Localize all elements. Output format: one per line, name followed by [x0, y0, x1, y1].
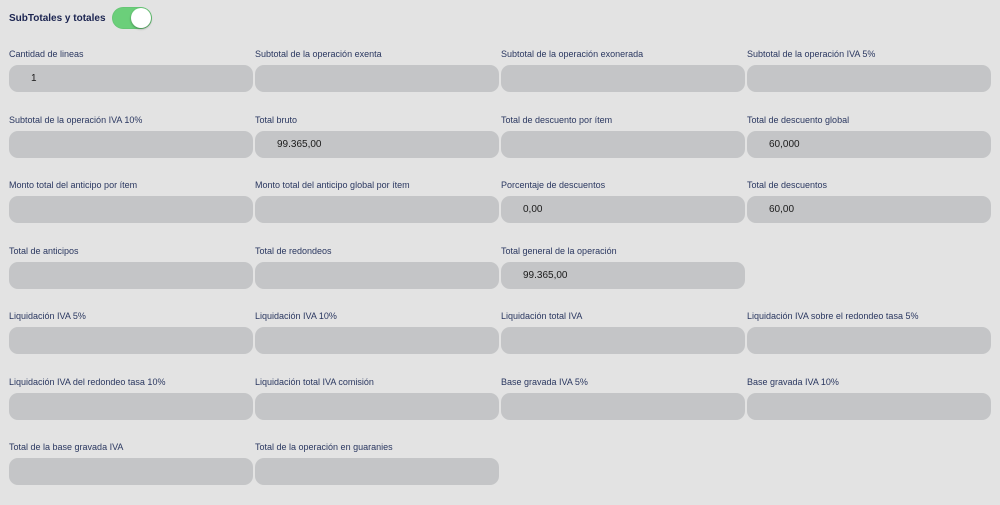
field-total-de-descuentos — [747, 177, 991, 243]
field-cantidad-de-lineas — [9, 46, 253, 112]
field-liquidacion-iva-10pct — [255, 308, 499, 374]
field-label: Total de descuentos — [747, 180, 828, 190]
field-label: Monto total del anticipo global por ítem — [255, 180, 410, 190]
field-total-de-descuento-por-item — [501, 112, 745, 178]
field-label: Cantidad de lineas — [9, 49, 84, 59]
liquidacion-total-iva-comision-input[interactable] — [255, 393, 499, 420]
subtotal-de-la-operacion-iva-10pct-input[interactable] — [9, 131, 253, 158]
liquidacion-iva-sobre-el-redondeo-tasa-5pct-input[interactable] — [747, 327, 991, 354]
field-monto-total-del-anticipo-por-item — [9, 177, 253, 243]
field-label: Total de la base gravada IVA — [9, 442, 124, 452]
field-label: Liquidación IVA del redondeo tasa 10% — [9, 376, 166, 387]
total-bruto-input[interactable]: 99.365,00 — [255, 131, 499, 158]
field-label: Total de la operación en guaranies — [255, 442, 393, 452]
field-total-bruto — [255, 112, 499, 178]
subtotals-toggle-switch[interactable] — [112, 7, 152, 29]
field-total-de-anticipos — [9, 243, 253, 309]
totals-form-grid — [9, 46, 991, 505]
total-general-de-la-operacion-input[interactable]: 99.365,00 — [501, 262, 745, 289]
field-label: Liquidación IVA sobre el redondeo tasa 5% — [747, 311, 919, 321]
field-total-general-de-la-operacion — [501, 243, 745, 309]
field-base-gravada-iva-5pct — [501, 374, 745, 440]
field-liquidacion-total-iva-comision — [255, 374, 499, 440]
field-label: Subtotal de la operación exonerada — [501, 49, 644, 59]
total-de-la-base-gravada-iva-input[interactable] — [9, 458, 253, 485]
field-subtotal-de-la-operacion-exonerada — [501, 46, 745, 112]
field-label: Liquidación total IVA comisión — [255, 376, 374, 387]
field-label: Subtotal de la operación IVA 5% — [747, 49, 876, 59]
field-total-de-la-base-gravada-iva — [9, 439, 253, 505]
subtotal-de-la-operacion-iva-5pct-input[interactable] — [747, 65, 991, 92]
subtotal-de-la-operacion-exenta-input[interactable] — [255, 65, 499, 92]
subtotal-de-la-operacion-exonerada-input[interactable] — [501, 65, 745, 92]
field-label: Liquidación total IVA — [501, 311, 583, 321]
empty-cell — [747, 243, 991, 309]
liquidacion-iva-5pct-input[interactable] — [9, 327, 253, 354]
field-label: Total bruto — [255, 114, 298, 125]
toggle-knob — [131, 8, 151, 28]
field-subtotal-de-la-operacion-exenta — [255, 46, 499, 112]
field-label: Base gravada IVA 5% — [501, 376, 588, 387]
field-label: Total de descuento global — [747, 114, 850, 125]
field-label: Subtotal de la operación exenta — [255, 49, 382, 59]
field-total-de-descuento-global — [747, 112, 991, 178]
field-liquidacion-iva-sobre-el-redondeo-tasa-5pct — [747, 308, 991, 374]
total-de-anticipos-input[interactable] — [9, 262, 253, 289]
field-label: Liquidación IVA 5% — [9, 311, 86, 321]
liquidacion-iva-del-redondeo-tasa-10pct-input[interactable] — [9, 393, 253, 420]
total-de-descuento-por-item-input[interactable] — [501, 131, 745, 158]
total-de-la-operacion-en-guaranies-input[interactable] — [255, 458, 499, 485]
field-label: Monto total del anticipo por ítem — [9, 180, 138, 190]
base-gravada-iva-10pct-input[interactable] — [747, 393, 991, 420]
base-gravada-iva-5pct-input[interactable] — [501, 393, 745, 420]
liquidacion-total-iva-input[interactable] — [501, 327, 745, 354]
field-base-gravada-iva-10pct — [747, 374, 991, 440]
field-label: Total de redondeos — [255, 245, 332, 256]
field-total-de-redondeos — [255, 243, 499, 309]
field-label: Total de anticipos — [9, 245, 79, 256]
field-liquidacion-total-iva — [501, 308, 745, 374]
total-de-redondeos-input[interactable] — [255, 262, 499, 289]
field-label: Porcentaje de descuentos — [501, 180, 606, 190]
total-de-descuento-global-input[interactable]: 60,000 — [747, 131, 991, 158]
field-liquidacion-iva-del-redondeo-tasa-10pct — [9, 374, 253, 440]
subtotals-toggle-label: SubTotales y totales — [9, 12, 106, 24]
field-label: Base gravada IVA 10% — [747, 376, 839, 387]
liquidacion-iva-10pct-input[interactable] — [255, 327, 499, 354]
field-label: Total de descuento por ítem — [501, 114, 613, 125]
field-subtotal-de-la-operacion-iva-5pct — [747, 46, 991, 112]
field-label: Liquidación IVA 10% — [255, 311, 337, 321]
field-total-de-la-operacion-en-guaranies — [255, 439, 499, 505]
field-label: Total general de la operación — [501, 245, 617, 256]
field-porcentaje-de-descuentos — [501, 177, 745, 243]
field-label: Subtotal de la operación IVA 10% — [9, 114, 143, 125]
subtotals-toggle-row — [9, 6, 152, 30]
porcentaje-de-descuentos-input[interactable]: 0,00 — [501, 196, 745, 223]
monto-total-del-anticipo-global-por-item-input[interactable] — [255, 196, 499, 223]
monto-total-del-anticipo-por-item-input[interactable] — [9, 196, 253, 223]
field-liquidacion-iva-5pct — [9, 308, 253, 374]
field-monto-total-del-anticipo-global-por-item — [255, 177, 499, 243]
field-subtotal-de-la-operacion-iva-10pct — [9, 112, 253, 178]
cantidad-de-lineas-input[interactable]: 1 — [9, 65, 253, 92]
total-de-descuentos-input[interactable]: 60,00 — [747, 196, 991, 223]
